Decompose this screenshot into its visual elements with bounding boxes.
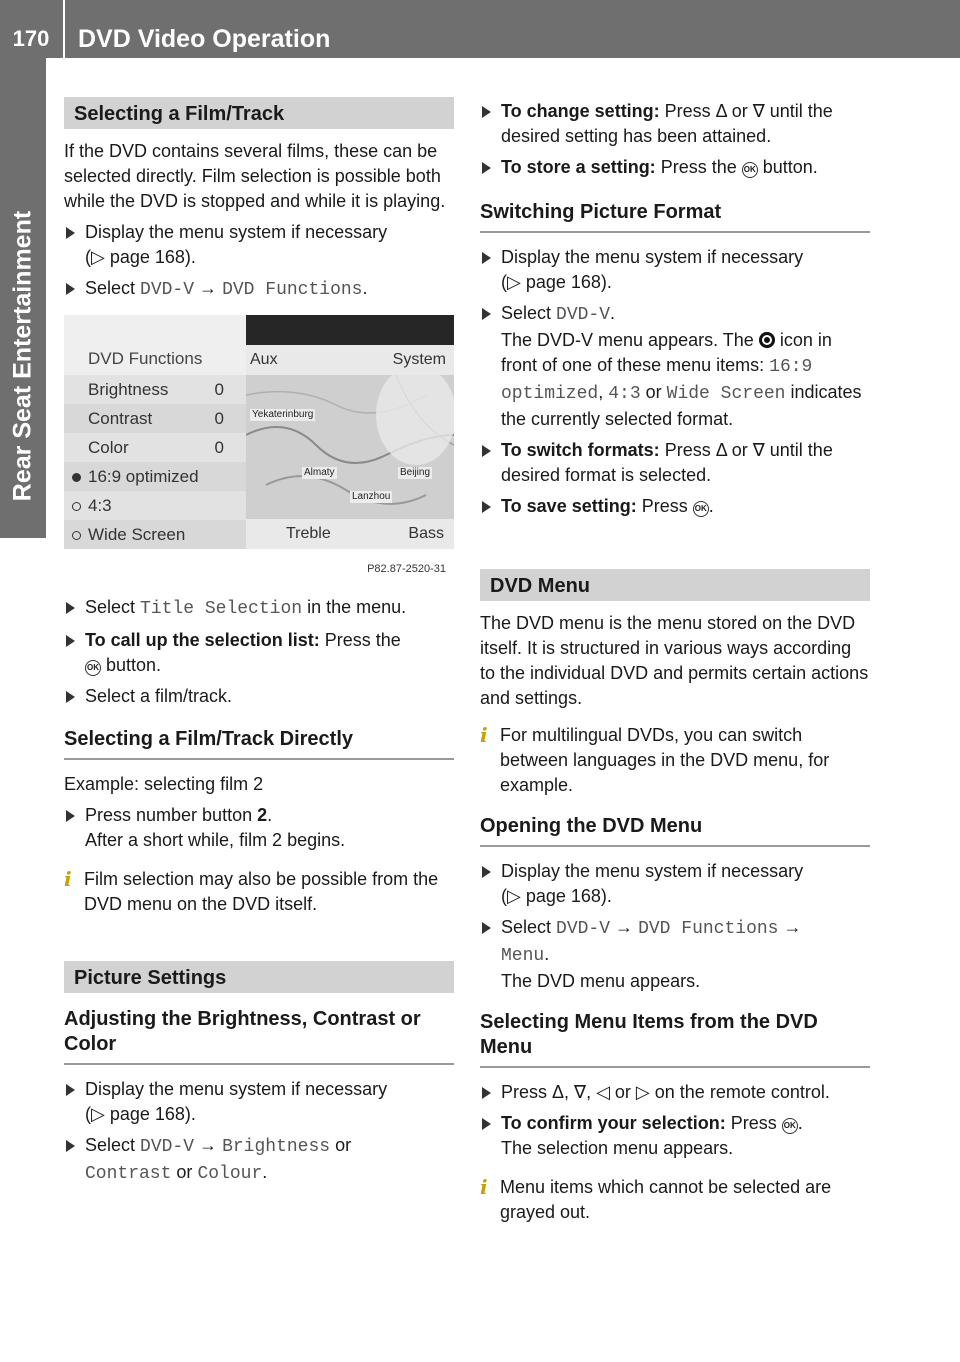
step-confirm-selection: To confirm your selection: Press OK . The selection menu appears. [480, 1111, 870, 1161]
heading-selecting-film: Selecting a Film/Track [64, 97, 454, 129]
map-bottom-bar: Treble Bass [246, 519, 454, 549]
step-select-dvd-functions: Select DVD-V → DVD Functions. [64, 276, 454, 303]
heading-selecting-menu-items: Selecting Menu Items from the DVD Menu [480, 1010, 870, 1068]
header-divider [63, 0, 65, 58]
menu-item: Color 0 [64, 433, 246, 462]
map-city-label: Yekaterinburg [252, 409, 314, 420]
menu-item: Brightness 0 [64, 375, 246, 404]
step-press-number: Press number button 2. After a short while, film 2 begins. [64, 803, 454, 853]
radio-selected-icon [72, 473, 81, 482]
menu-item: Contrast 0 [88, 409, 224, 428]
menu-item: 16:9 optimized [64, 462, 246, 491]
menu-title: DVD Functions [64, 315, 246, 375]
ok-button-icon: OK [782, 1118, 798, 1134]
dvd-functions-menu [64, 315, 246, 549]
side-tab-label: Rear Seat Entertainment [8, 210, 37, 502]
step-call-selection-list: To call up the selection list: Press the OK button. [64, 628, 454, 678]
info-note-multilingual: i For multilingual DVDs, you can switch between languages in the DVD menu, for example. [480, 723, 830, 795]
step-press-arrows: Press Δ, ∇, ◁ or ▷ on the remote control. [480, 1080, 870, 1105]
menu-item: 4:3 [64, 491, 246, 520]
dvd-functions-screenshot [64, 315, 454, 585]
step-change-setting: To change setting: Press Δ or ∇ until the desired setting has been attained. [480, 99, 870, 149]
radio-icon [72, 502, 81, 511]
radio-icon [72, 531, 81, 540]
info-icon: i [64, 867, 72, 891]
ok-button-icon: OK [693, 501, 709, 517]
info-icon: i [480, 1175, 488, 1199]
step-store-setting: To store a setting: Press the OK button. [480, 155, 870, 180]
step-display-menu: Display the menu system if necessary (▷ page 168). [64, 1077, 454, 1127]
page-number: 170 [12, 26, 50, 51]
step-switch-formats: To switch formats: Press Δ or ∇ until the desired format is selected. [480, 438, 870, 488]
section-title: DVD Video Operation [78, 25, 331, 53]
heading-opening-dvd-menu: Opening the DVD Menu [480, 814, 870, 847]
map-city-label: Almaty [304, 467, 335, 478]
paragraph-dvd-menu: The DVD menu is the menu stored on the DVD itself. It is structured in various ways according to the individual DVD and permits certain actions and settings. [480, 613, 869, 708]
heading-dvd-menu: DVD Menu [480, 569, 870, 601]
step-display-menu: Display the menu system if necessary (▷ page 168). [64, 220, 454, 270]
map-panel [246, 315, 454, 549]
heading-picture-settings: Picture Settings [64, 961, 454, 993]
step-select-menu: Select DVD-V → DVD Functions → Menu. The DVD menu appears. [480, 915, 870, 994]
info-icon: i [480, 723, 488, 747]
info-note-film-selection: i Film selection may also be possible from the DVD menu on the DVD itself. [64, 867, 439, 914]
ok-button-icon: OK [742, 162, 758, 178]
menu-item: Wide Screen [64, 520, 246, 549]
right-column [480, 97, 870, 1225]
map-city-label: Beijing [400, 467, 431, 478]
selected-dot-icon [759, 332, 775, 348]
step-select-film: Select a film/track. [64, 684, 454, 709]
heading-adjust-brightness: Adjusting the Brightness, Contrast or Color [64, 1007, 454, 1065]
heading-selecting-film-directly: Selecting a Film/Track Directly [64, 727, 454, 760]
step-save-setting: To save setting: Press OK . [480, 494, 870, 519]
info-note-grayed-out: i Menu items which cannot be selected are grayed out. [480, 1175, 832, 1222]
page-header [0, 0, 960, 58]
step-select-dvdv: Select DVD-V. The DVD-V menu appears. The icon in front of one of these menu items: 16:9 optimized, 4:3 or Wide Screen indicates the currently selected format. [480, 301, 870, 432]
figure-code: P82.87-2520-31 [367, 563, 446, 575]
side-tab [0, 58, 46, 538]
heading-switching-format: Switching Picture Format [480, 200, 870, 233]
left-column [64, 97, 454, 1187]
map-city-label: Lanzhou [352, 491, 391, 502]
paragraph-intro: If the DVD contains several films, these can be selected directly. Film selection is possible both while the DVD is stopped and while it is playing. [64, 141, 446, 211]
step-display-menu: Display the menu system if necessary (▷ page 168). [480, 859, 870, 909]
step-display-menu: Display the menu system if necessary (▷ page 168). [480, 245, 870, 295]
paragraph-example: Example: selecting film 2 [64, 774, 264, 794]
ok-button-icon: OK [85, 660, 101, 676]
step-select-brightness: Select DVD-V → Brightness or Contrast or Colour. [64, 1133, 454, 1187]
map-top-bar: Aux System [246, 345, 454, 375]
step-select-title-selection: Select Title Selection in the menu. [64, 595, 454, 622]
